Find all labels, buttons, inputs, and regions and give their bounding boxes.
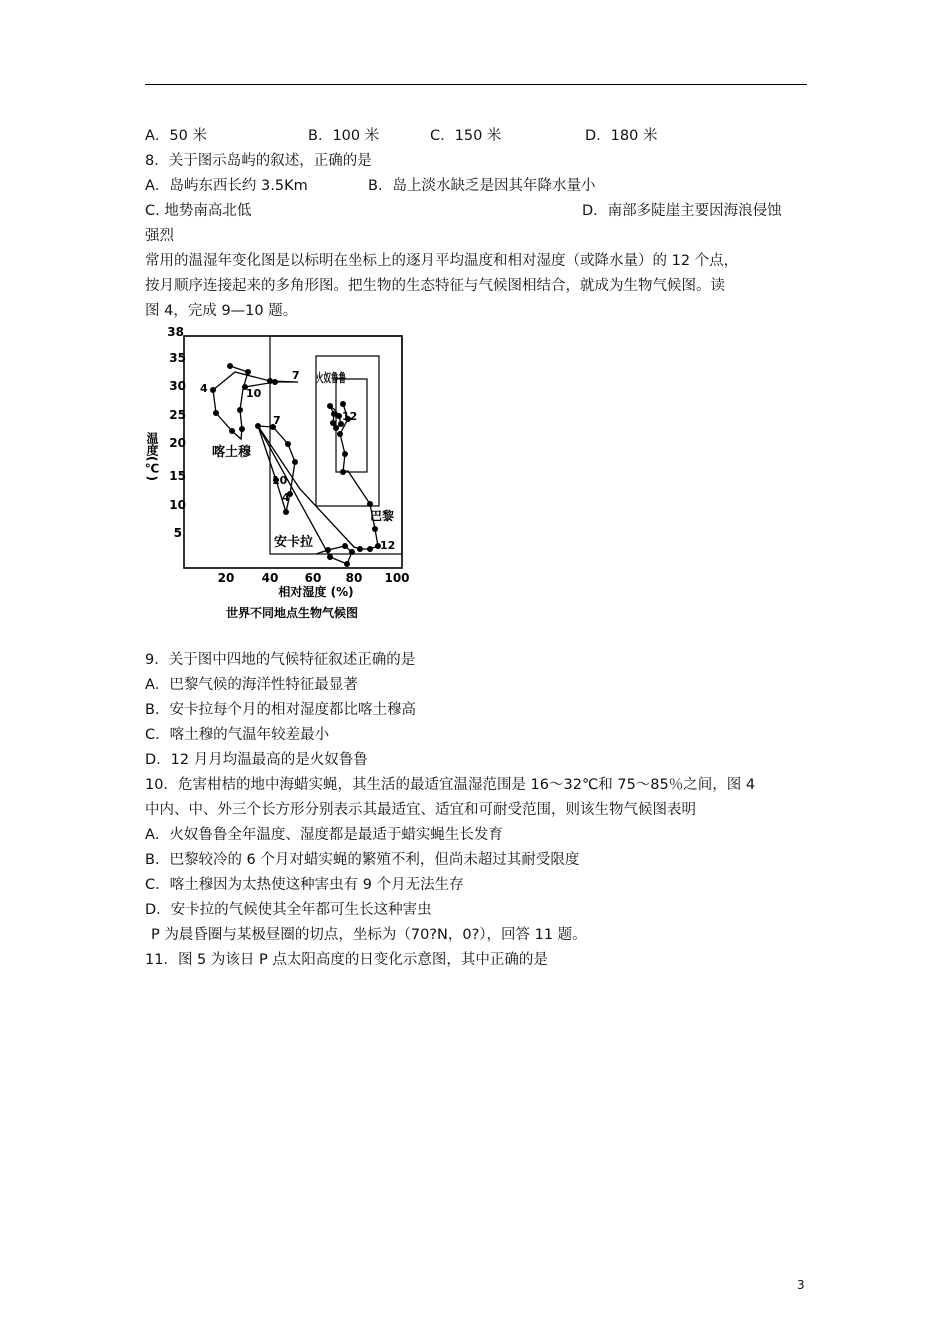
y-tick-30: 30 — [169, 379, 186, 393]
q8-stem: 8．关于图示岛屿的叙述，正确的是 — [145, 153, 372, 169]
month-label-khartoum-7: 7 — [292, 369, 300, 382]
month-label-ankara-10: 10 — [272, 474, 288, 487]
q10-option-b: B．巴黎较冷的 6 个月对蜡实蝇的繁殖不利，但尚未超过其耐受限度 — [145, 852, 580, 868]
y-tick-20: 20 — [169, 436, 186, 450]
intro-line-2: 按月顺序连接起来的多角形图。把生物的生态特征与气候图相结合，就成为生物气候图。读 — [145, 278, 725, 294]
q8-option-b: B．岛上淡水缺乏是因其年降水量小 — [368, 178, 596, 194]
y-axis-label: 温度(℃) — [145, 432, 159, 481]
x-tick-80: 80 — [345, 571, 363, 585]
q7-option-c: C．150 米 — [430, 128, 502, 144]
label-khartoum: 喀土穆 — [212, 445, 252, 460]
figure-caption: 世界不同地点生物气候图 — [225, 606, 359, 620]
q9-option-a: A．巴黎气候的海洋性特征最显著 — [145, 677, 358, 693]
q9-option-c: C．喀土穆的气温年较差最小 — [145, 727, 330, 743]
y-tick-25: 25 — [169, 408, 186, 422]
q10-stem-line-2: 中内、中、外三个长方形分别表示其最适宜、适宜和可耐受范围，则该生物气候图表明 — [145, 802, 696, 818]
y-tick-10: 10 — [169, 498, 186, 512]
page-number: 3 — [797, 1278, 805, 1292]
intro-line-3: 图 4，完成 9—10 题。 — [145, 303, 298, 319]
q8-option-c: C. 地势南高北低 — [145, 203, 252, 219]
bioclimate-figure — [140, 324, 430, 624]
label-honolulu: 火奴鲁鲁 — [316, 371, 365, 385]
q11-intro: P 为晨昏圈与某极昼圈的切点，坐标为（70?N，0?），回答 11 题。 — [151, 927, 587, 943]
x-tick-20: 20 — [217, 571, 235, 585]
y-tick-5: 5 — [173, 526, 182, 540]
q9-stem: 9．关于图中四地的气候特征叙述正确的是 — [145, 652, 416, 668]
y-tick-35: 35 — [169, 351, 186, 365]
q7-option-a: A．50 米 — [145, 128, 207, 144]
month-label-khartoum-10: 10 — [246, 387, 262, 400]
q8-option-d-continued: 强烈 — [145, 228, 174, 244]
q11-stem: 11．图 5 为该日 P 点太阳高度的日变化示意图，其中正确的是 — [145, 952, 548, 968]
q10-stem-line-1: 10．危害柑桔的地中海蜡实蝇，其生活的最适宜温湿范围是 16～32℃和 75～85％之间，图 4 — [145, 777, 756, 793]
bioclimate-chart — [140, 324, 430, 624]
x-tick-40: 40 — [261, 571, 279, 585]
q9-option-b: B．安卡拉每个月的相对湿度都比喀土穆高 — [145, 702, 416, 718]
month-label-honolulu-12: 12 — [342, 410, 358, 423]
y-tick-38: 38 — [167, 325, 184, 339]
month-label-khartoum-4: 4 — [200, 382, 208, 395]
x-tick-100: 100 — [384, 571, 410, 585]
month-label-ankara-7: 7 — [273, 414, 281, 427]
q8-option-a: A．岛屿东西长约 3.5Km — [145, 178, 308, 194]
q10-option-a: A．火奴鲁鲁全年温度、湿度都是最适于蜡实蝇生长发育 — [145, 827, 503, 843]
header-rule — [145, 84, 807, 85]
q9-option-d: D．12 月月均温最高的是火奴鲁鲁 — [145, 752, 368, 768]
label-paris: 巴黎 — [370, 509, 395, 523]
q7-option-d: D．180 米 — [585, 128, 658, 144]
q10-option-d: D．安卡拉的气候使其全年都可生长这种害虫 — [145, 902, 432, 918]
khartoum-curve — [213, 366, 298, 439]
x-axis-label: 相对湿度 (%) — [278, 585, 354, 599]
label-ankara: 安卡拉 — [274, 535, 314, 550]
x-tick-60: 60 — [304, 571, 322, 585]
q8-option-d: D．南部多陡崖主要因海浪侵蚀 — [582, 203, 782, 219]
q10-option-c: C．喀土穆因为太热使这种害虫有 9 个月无法生存 — [145, 877, 464, 893]
intro-line-1: 常用的温湿年变化图是以标明在坐标上的逐月平均温度和相对湿度（或降水量）的 12 个点， — [145, 253, 739, 269]
month-label-ankara-4: 4 — [282, 491, 290, 504]
q7-option-b: B．100 米 — [308, 128, 380, 144]
month-label-paris-12: 12 — [380, 539, 396, 552]
y-tick-15: 15 — [169, 469, 186, 483]
